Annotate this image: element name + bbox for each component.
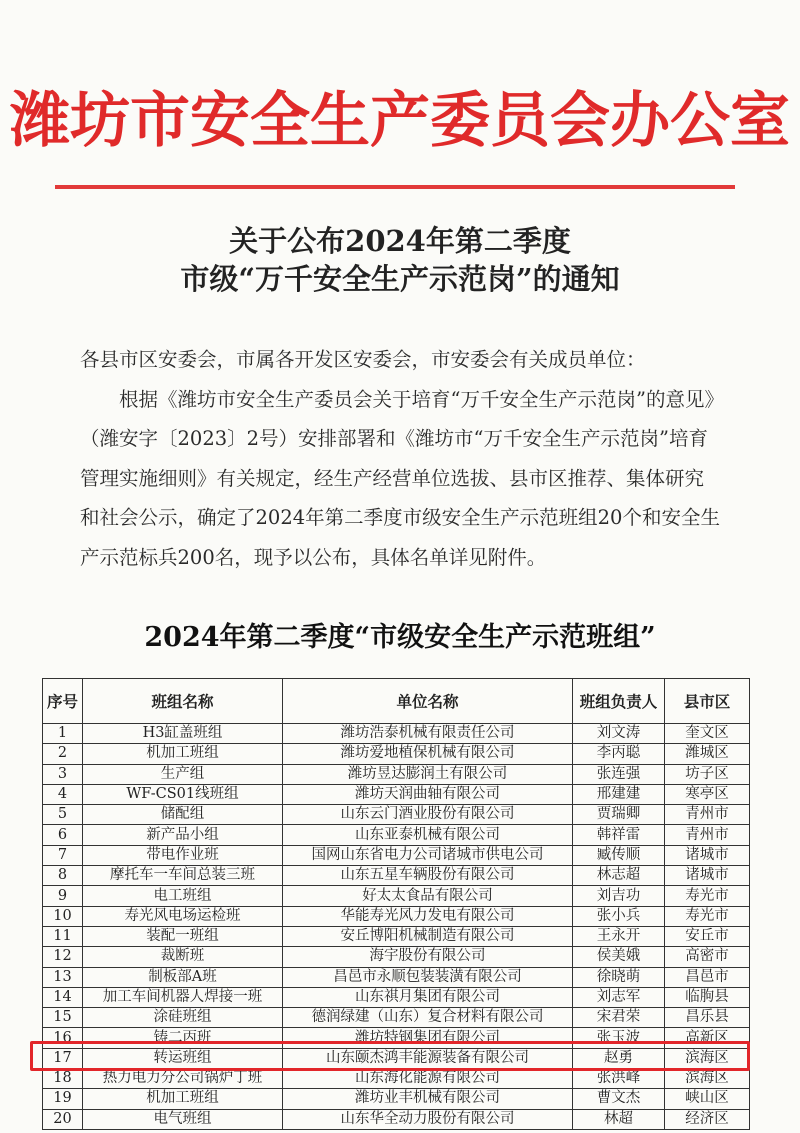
cell-index: 14 bbox=[43, 987, 83, 1007]
table-row bbox=[43, 724, 750, 744]
cell-leader: 王永开 bbox=[573, 926, 665, 946]
cell-district: 寒亭区 bbox=[665, 784, 750, 804]
cell-district: 安丘市 bbox=[665, 926, 750, 946]
cell-company: 山东云门酒业股份有限公司 bbox=[283, 805, 573, 825]
table-row bbox=[43, 825, 750, 845]
cell-team-name: H3缸盖班组 bbox=[83, 724, 283, 744]
cell-index: 2 bbox=[43, 744, 83, 764]
cell-company: 山东五星车辆股份有限公司 bbox=[283, 866, 573, 886]
cell-leader: 李丙聪 bbox=[573, 744, 665, 764]
cell-company: 山东颐杰鸿丰能源装备有限公司 bbox=[283, 1048, 573, 1068]
issuer-letterhead: 潍坊市安全生产委员会办公室 bbox=[10, 86, 790, 156]
cell-index: 1 bbox=[43, 724, 83, 744]
cell-company: 德润绿建（山东）复合材料有限公司 bbox=[283, 1008, 573, 1028]
cell-leader: 林志超 bbox=[573, 866, 665, 886]
table-row bbox=[43, 886, 750, 906]
col-header-district: 县市区 bbox=[665, 679, 750, 724]
table-row bbox=[43, 805, 750, 825]
cell-index: 6 bbox=[43, 825, 83, 845]
cell-index: 13 bbox=[43, 967, 83, 987]
cell-company: 山东祺月集团有限公司 bbox=[283, 987, 573, 1007]
cell-district: 滨海区 bbox=[665, 1069, 750, 1089]
cell-district: 昌邑市 bbox=[665, 967, 750, 987]
cell-team-name: 制板部A班 bbox=[83, 967, 283, 987]
table-row bbox=[43, 1069, 750, 1089]
cell-district: 青州市 bbox=[665, 825, 750, 845]
cell-district: 高新区 bbox=[665, 1028, 750, 1048]
cell-team-name: 摩托车一车间总装三班 bbox=[83, 866, 283, 886]
table-row bbox=[43, 866, 750, 886]
cell-company: 潍坊特钢集团有限公司 bbox=[283, 1028, 573, 1048]
cell-district: 寿光市 bbox=[665, 906, 750, 926]
cell-team-name: 储配组 bbox=[83, 805, 283, 825]
cell-company: 昌邑市永顺包装装潢有限公司 bbox=[283, 967, 573, 987]
cell-team-name: 裁断班 bbox=[83, 947, 283, 967]
cell-leader: 赵勇 bbox=[573, 1048, 665, 1068]
cell-index: 7 bbox=[43, 845, 83, 865]
cell-leader: 曹文杰 bbox=[573, 1089, 665, 1109]
cell-company: 潍坊天润曲轴有限公司 bbox=[283, 784, 573, 804]
cell-team-name: 新产品小组 bbox=[83, 825, 283, 845]
cell-district: 奎文区 bbox=[665, 724, 750, 744]
cell-index: 5 bbox=[43, 805, 83, 825]
cell-district: 昌乐县 bbox=[665, 1008, 750, 1028]
cell-company: 华能寿光风力发电有限公司 bbox=[283, 906, 573, 926]
cell-company: 潍坊爱地植保机械有限公司 bbox=[283, 744, 573, 764]
cell-index: 20 bbox=[43, 1109, 83, 1129]
cell-company: 好太太食品有限公司 bbox=[283, 886, 573, 906]
cell-leader: 韩祥雷 bbox=[573, 825, 665, 845]
cell-team-name: 带电作业班 bbox=[83, 845, 283, 865]
letterhead-divider bbox=[55, 185, 735, 189]
table-row bbox=[43, 987, 750, 1007]
cell-leader: 张连强 bbox=[573, 764, 665, 784]
table-row bbox=[43, 744, 750, 764]
cell-company: 山东亚泰机械有限公司 bbox=[283, 825, 573, 845]
cell-district: 诸城市 bbox=[665, 866, 750, 886]
cell-leader: 刘文涛 bbox=[573, 724, 665, 744]
cell-team-name: WF-CS01线班组 bbox=[83, 784, 283, 804]
cell-index: 16 bbox=[43, 1028, 83, 1048]
cell-leader: 贾瑞卿 bbox=[573, 805, 665, 825]
table-header-row bbox=[43, 679, 750, 724]
cell-leader: 邢建建 bbox=[573, 784, 665, 804]
table-row bbox=[43, 784, 750, 804]
cell-index: 11 bbox=[43, 926, 83, 946]
cell-team-name: 装配一班组 bbox=[83, 926, 283, 946]
cell-district: 峡山区 bbox=[665, 1089, 750, 1109]
cell-leader: 刘吉功 bbox=[573, 886, 665, 906]
notice-body bbox=[80, 340, 720, 577]
cell-index: 4 bbox=[43, 784, 83, 804]
cell-company: 安丘博阳机械制造有限公司 bbox=[283, 926, 573, 946]
cell-district: 坊子区 bbox=[665, 764, 750, 784]
cell-team-name: 热力电力分公司锅炉丁班 bbox=[83, 1069, 283, 1089]
cell-leader: 侯美娥 bbox=[573, 947, 665, 967]
cell-company: 潍坊昱达膨润土有限公司 bbox=[283, 764, 573, 784]
cell-district: 诸城市 bbox=[665, 845, 750, 865]
table-row bbox=[43, 926, 750, 946]
cell-team-name: 转运班组 bbox=[83, 1048, 283, 1068]
cell-team-name: 电工班组 bbox=[83, 886, 283, 906]
cell-index: 19 bbox=[43, 1089, 83, 1109]
cell-team-name: 涂硅班组 bbox=[83, 1008, 283, 1028]
cell-index: 9 bbox=[43, 886, 83, 906]
cell-district: 经济区 bbox=[665, 1109, 750, 1129]
cell-company: 海宇股份有限公司 bbox=[283, 947, 573, 967]
cell-index: 18 bbox=[43, 1069, 83, 1089]
cell-company: 国网山东省电力公司诸城市供电公司 bbox=[283, 845, 573, 865]
table-row bbox=[43, 967, 750, 987]
cell-leader: 徐晓萌 bbox=[573, 967, 665, 987]
cell-district: 潍城区 bbox=[665, 744, 750, 764]
cell-team-name: 电气班组 bbox=[83, 1109, 283, 1129]
cell-team-name: 生产组 bbox=[83, 764, 283, 784]
col-header-team: 班组名称 bbox=[83, 679, 283, 724]
cell-district: 滨海区 bbox=[665, 1048, 750, 1068]
cell-company: 潍坊浩泰机械有限责任公司 bbox=[283, 724, 573, 744]
table-title: 2024年第二季度“市级安全生产示范班组” bbox=[144, 622, 656, 653]
cell-team-name: 寿光风电场运检班 bbox=[83, 906, 283, 926]
cell-district: 寿光市 bbox=[665, 886, 750, 906]
cell-leader: 宋君荣 bbox=[573, 1008, 665, 1028]
cell-index: 8 bbox=[43, 866, 83, 886]
cell-team-name: 机加工班组 bbox=[83, 744, 283, 764]
cell-district: 临朐县 bbox=[665, 987, 750, 1007]
notice-title-line1: 关于公布2024年第二季度 bbox=[229, 224, 571, 258]
table-row bbox=[43, 1109, 750, 1129]
col-header-index: 序号 bbox=[43, 679, 83, 724]
cell-district: 青州市 bbox=[665, 805, 750, 825]
cell-leader: 刘志军 bbox=[573, 987, 665, 1007]
cell-leader: 臧传顺 bbox=[573, 845, 665, 865]
cell-team-name: 加工车间机器人焊接一班 bbox=[83, 987, 283, 1007]
addressee: 各县市区安委会，市属各开发区安委会，市安委会有关成员单位： bbox=[80, 348, 646, 371]
cell-leader: 张洪峰 bbox=[573, 1069, 665, 1089]
cell-company: 山东海化能源有限公司 bbox=[283, 1069, 573, 1089]
col-header-leader: 班组负责人 bbox=[573, 679, 665, 724]
cell-company: 潍坊业丰机械有限公司 bbox=[283, 1089, 573, 1109]
cell-team-name: 铸二丙班 bbox=[83, 1028, 283, 1048]
highlight-box-row-17 bbox=[30, 1041, 750, 1071]
cell-index: 15 bbox=[43, 1008, 83, 1028]
notice-title-line2: 市级“万千安全生产示范岗”的通知 bbox=[180, 262, 620, 296]
table-row bbox=[43, 1089, 750, 1109]
table-row bbox=[43, 906, 750, 926]
cell-index: 3 bbox=[43, 764, 83, 784]
table-row bbox=[43, 764, 750, 784]
cell-leader: 林超 bbox=[573, 1109, 665, 1129]
table-row bbox=[43, 1008, 750, 1028]
cell-index: 17 bbox=[43, 1048, 83, 1068]
notice-paragraph: 根据《潍坊市安全生产委员会关于培育“万千安全生产示范岗”的意见》（潍安字〔2023〕2号）安排部署和《潍坊市“万千安全生产示范岗”培育管理实施细则》有关规定，经生产经营单位选拔、县市区推荐、集体研究和社会公示，确定了2024年第二季度市级安全生产示范班组20个和安全生产示范标兵200名，现予以公布，具体名单详见附件。 bbox=[80, 387, 720, 569]
cell-team-name: 机加工班组 bbox=[83, 1089, 283, 1109]
table-row bbox=[43, 947, 750, 967]
table-row bbox=[43, 845, 750, 865]
cell-district: 高密市 bbox=[665, 947, 750, 967]
col-header-company: 单位名称 bbox=[283, 679, 573, 724]
cell-company: 山东华全动力股份有限公司 bbox=[283, 1109, 573, 1129]
cell-index: 10 bbox=[43, 906, 83, 926]
cell-index: 12 bbox=[43, 947, 83, 967]
cell-leader: 张小兵 bbox=[573, 906, 665, 926]
cell-leader: 张玉波 bbox=[573, 1028, 665, 1048]
